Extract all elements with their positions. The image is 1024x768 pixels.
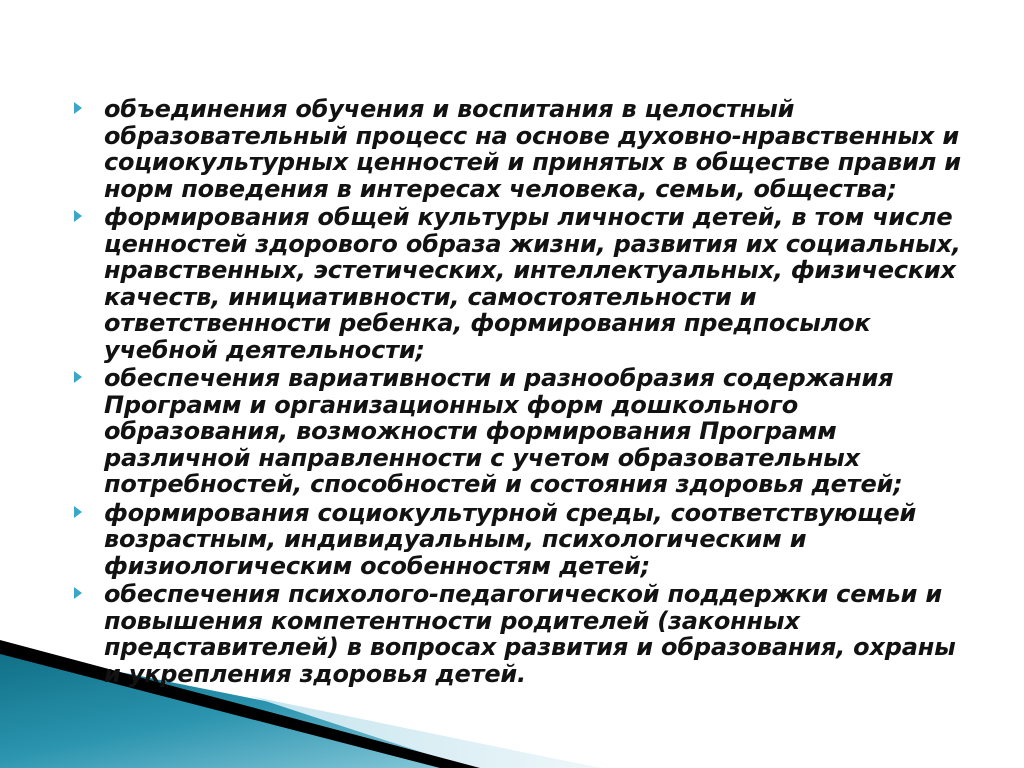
bullet-item — [72, 500, 972, 580]
bullet-item — [72, 581, 972, 687]
bullet-item — [72, 365, 972, 498]
bullet-text: объединения обучения и воспитания в целостный образовательный процесс на основе духовно-нравственных и социокультурных ценностей и принятых в обществе правил и норм поведения в интересах человека, семьи, общества; — [104, 95, 961, 203]
bullet-list — [72, 96, 972, 687]
triangle-bullet-icon — [74, 102, 82, 114]
triangle-bullet-icon — [74, 506, 82, 518]
bullet-text: обеспечения вариативности и разнообразия содержания Программ и организационных форм дошкольного образования, возможности формирования Программ различной направленности с учетом образовательных потребностей, способностей и состояния здоровья детей; — [104, 364, 903, 498]
main-content — [72, 96, 972, 689]
bullet-item — [72, 204, 972, 363]
bullet-text: формирования общей культуры личности детей, в том числе ценностей здорового образа жизни, развития их социальных, нравственных, эстетических, интеллектуальных, физических качеств, инициативности, самостоятельности и ответственности ребенка, формирования предпосылок учебной деятельности; — [104, 203, 961, 364]
triangle-bullet-icon — [74, 587, 82, 599]
bullet-text: обеспечения психолого-педагогической поддержки семьи и повышения компетентности родителей (законных представителей) в вопросах развития и образования, охраны и укрепления здоровья детей. — [104, 580, 956, 688]
triangle-bullet-icon — [74, 371, 82, 383]
bullet-text: формирования социокультурной среды, соответствующей возрастным, индивидуальным, психологическим и физиологическим особенностям детей; — [104, 498, 917, 580]
triangle-bullet-icon — [74, 210, 82, 222]
bullet-item — [72, 96, 972, 202]
